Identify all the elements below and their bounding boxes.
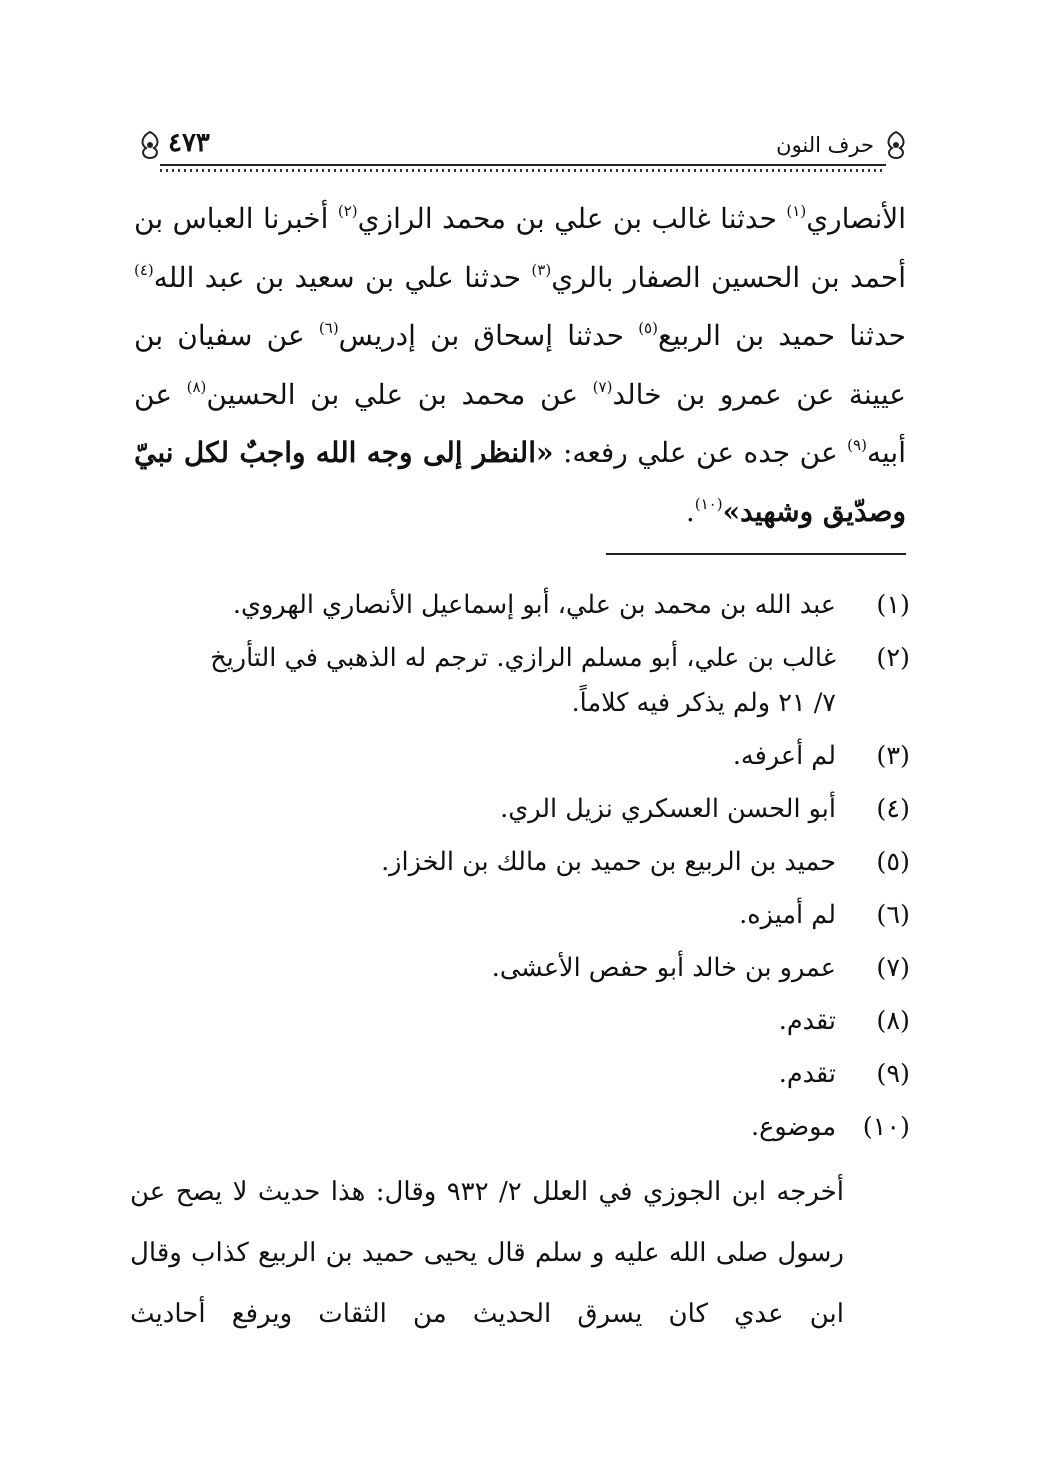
text-run: عن جده عن علي رفعه: [553, 436, 838, 469]
footnote-text: موضوع. [751, 1112, 836, 1142]
footnote-item [130, 787, 910, 832]
footnote-number: (٣) [876, 741, 910, 771]
text-run: عيينة عن عمرو بن خالد [612, 377, 906, 411]
footnote-text: حميد بن الربيع بن حميد بن مالك بن الخزاز. [381, 847, 836, 877]
footnote-ref[interactable]: (٢) [337, 202, 358, 220]
footnote-item [130, 946, 910, 991]
chapter-title: حرف النون [776, 133, 874, 157]
footnote-ref[interactable]: (٥) [638, 319, 658, 337]
footnote-item [130, 893, 910, 938]
footnote-item [130, 583, 910, 628]
footnote-text: عمرو بن خالد أبو حفص الأعشى. [491, 953, 836, 983]
footnote-number: (٧) [876, 953, 910, 983]
source-note: أخرجه ابن الجوزي في العلل ٢/ ٩٣٢ وقال: هذا حديث لا يصح عن رسول صلى الله عليه و سلم قال يحيى حميد بن الربيع كذاب وقال ابن عدي كان يسرق الحديث من الثقات ويرفع أحاديث [130, 1177, 844, 1329]
footnote-item [130, 734, 910, 779]
footnote-item [130, 1052, 910, 1097]
footnote-ref[interactable]: (٧) [592, 377, 613, 396]
hadith-quote: «النظر إلى وجه الله واجبٌ لكل نبيّ وصدّيق وشهيد» [134, 436, 906, 528]
footnote-ref[interactable]: (٩) [847, 436, 867, 454]
text-run: عن سفيان بن [134, 319, 319, 352]
footnote-number: (٦) [876, 900, 910, 930]
main-text [134, 190, 906, 541]
footnote-text-line: ٧/ ٢١ ولم يذكر فيه كلاماً. [571, 688, 836, 718]
text-run: حدثنا حميد بن الربيع [657, 319, 906, 352]
footnotes-list [130, 583, 910, 1158]
text-run: أحمد بن الحسين الصفار بالري [551, 260, 906, 294]
footnote-ref[interactable]: (٦) [318, 319, 339, 337]
footnote-number: (١) [876, 590, 910, 620]
footnote-number: (٥) [876, 847, 910, 877]
footnote-text: تقدم. [778, 1059, 836, 1089]
footnote-text: تقدم. [778, 1006, 836, 1036]
footnote-number: (١٠) [862, 1112, 910, 1142]
text-run: حدثنا غالب بن علي بن محمد الرازي [357, 202, 787, 235]
footnote-item [130, 999, 910, 1044]
text-run: عن أبيه [134, 377, 906, 469]
footnote-ref[interactable]: (٣) [531, 260, 552, 279]
footnote-ref[interactable]: (١٠) [694, 494, 723, 513]
footnote-item [130, 1105, 910, 1150]
text-run: حدثنا إسحاق بن إدريس [338, 319, 639, 352]
footnote-number: (٤) [876, 794, 910, 824]
footnote-item [130, 840, 910, 885]
footnote-text [130, 636, 836, 726]
footnote-number: (٨) [876, 1006, 910, 1036]
footnote-ref[interactable]: (٨) [186, 377, 207, 396]
text-run: الأنصاري [806, 202, 906, 235]
footnote-text: أبو الحسن العسكري نزيل الري. [500, 794, 836, 824]
footnote-number: (٩) [876, 1059, 910, 1089]
footnote-divider [606, 553, 906, 555]
footnote-text: لم أميزه. [739, 900, 836, 930]
ornament-icon [138, 130, 162, 160]
footnote-ref[interactable]: (٤) [134, 260, 154, 279]
page-header [138, 120, 908, 174]
text-run: عن محمد بن علي بن الحسين [206, 377, 593, 411]
text-run: . [685, 494, 695, 528]
footnote-text-line: غالب بن علي، أبو مسلم الرازي. ترجم له الذهبي في التأريخ [210, 643, 836, 673]
text-run: أخبرنا العباس بن [134, 202, 338, 235]
header-rule [160, 164, 886, 172]
text-run: حدثنا علي بن سعيد بن عبد الله [153, 260, 532, 294]
page-number: ٤٧٣ [168, 128, 210, 158]
ornament-icon [884, 130, 908, 160]
footnote-ref[interactable]: (١) [786, 202, 807, 220]
footnote-item [130, 636, 910, 726]
footnote-text: لم أعرفه. [732, 741, 836, 771]
footnote-text: عبد الله بن محمد بن علي، أبو إسماعيل الأنصاري الهروي. [232, 590, 836, 620]
footnote-number: (٢) [876, 643, 910, 673]
